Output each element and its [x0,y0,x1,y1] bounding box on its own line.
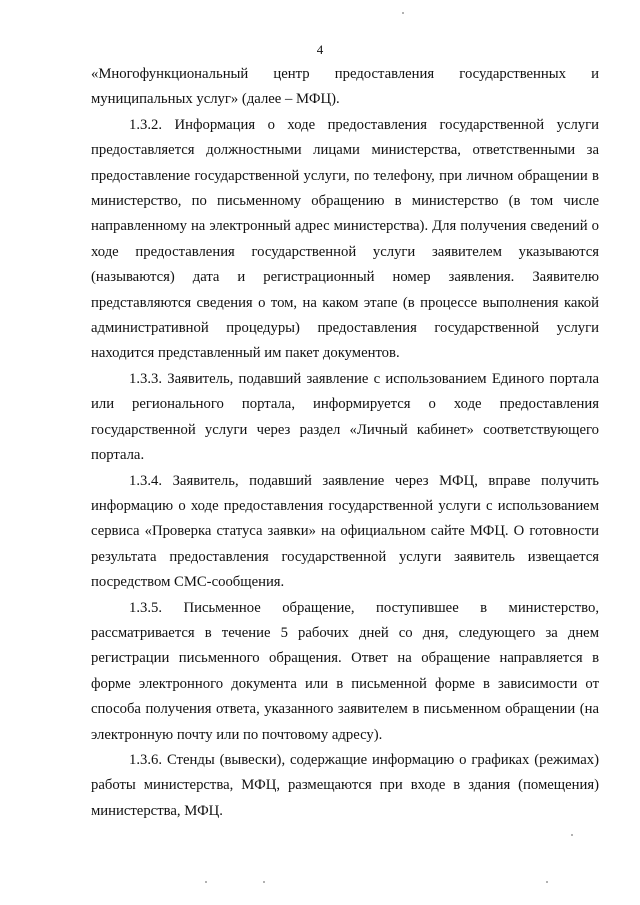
paragraph-1-3-6: 1.3.6. Стенды (вывески), содержащие информацию о графиках (режимах) работы министерства, МФЦ, размещаются при входе в здания (помещения) министерства, МФЦ. [91,751,599,819]
scan-speck [263,881,265,883]
paragraph-1-3-5: 1.3.5. Письменное обращение, поступившее в министерство, рассматривается в течение 5 рабочих дней со дня, следующего за днем регистрации письменного обращения. Ответ на обращение направляется в форме электронного документа или в письменной форме в зависимости от способа получения ответа, указанного заявителем в письменном обращении (на электронную почту или по почтовому адресу). [91,599,599,743]
scan-speck [571,834,573,836]
paragraph-1-3-2: 1.3.2. Информация о ходе предоставления государственной услуги предоставляется должностными лицами министерства, ответственными за предоставление государственной услуги, по телефону, при личном обращении в министерство, по письменному обращению в министерство (в том числе направленному на электронный адрес министерства). Для получения сведений о ходе предоставления государственной услуги заявителем указываются (называются) дата и регистрационный номер заявления. Заявителю представляются сведения о том, на каком этапе (в процессе выполнения какой административной процедуры) предоставления государственной услуги находится представленный им пакет документов. [91,116,599,362]
page-number: 4 [316,42,324,57]
scan-speck [402,12,404,14]
scan-speck [205,881,207,883]
paragraph-1-3-3: 1.3.3. Заявитель, подавший заявление с использованием Единого портала или регионального портала, информируется о ходе предоставления государственной услуги через раздел «Личный кабинет» соответствующего портала. [91,370,599,464]
paragraph-1-3-4: 1.3.4. Заявитель, подавший заявление через МФЦ, вправе получить информацию о ходе предоставления государственной услуги с использованием сервиса «Проверка статуса заявки» на официальном сайте МФЦ. О готовности результата предоставления государственной услуги заявитель извещается посредством СМС-сообщения. [91,472,599,591]
scan-speck [546,881,548,883]
paragraph-mfc-definition: «Многофункциональный центр предоставления государственных и муниципальных услуг» (далее – МФЦ). [91,66,599,108]
document-body [91,62,599,824]
